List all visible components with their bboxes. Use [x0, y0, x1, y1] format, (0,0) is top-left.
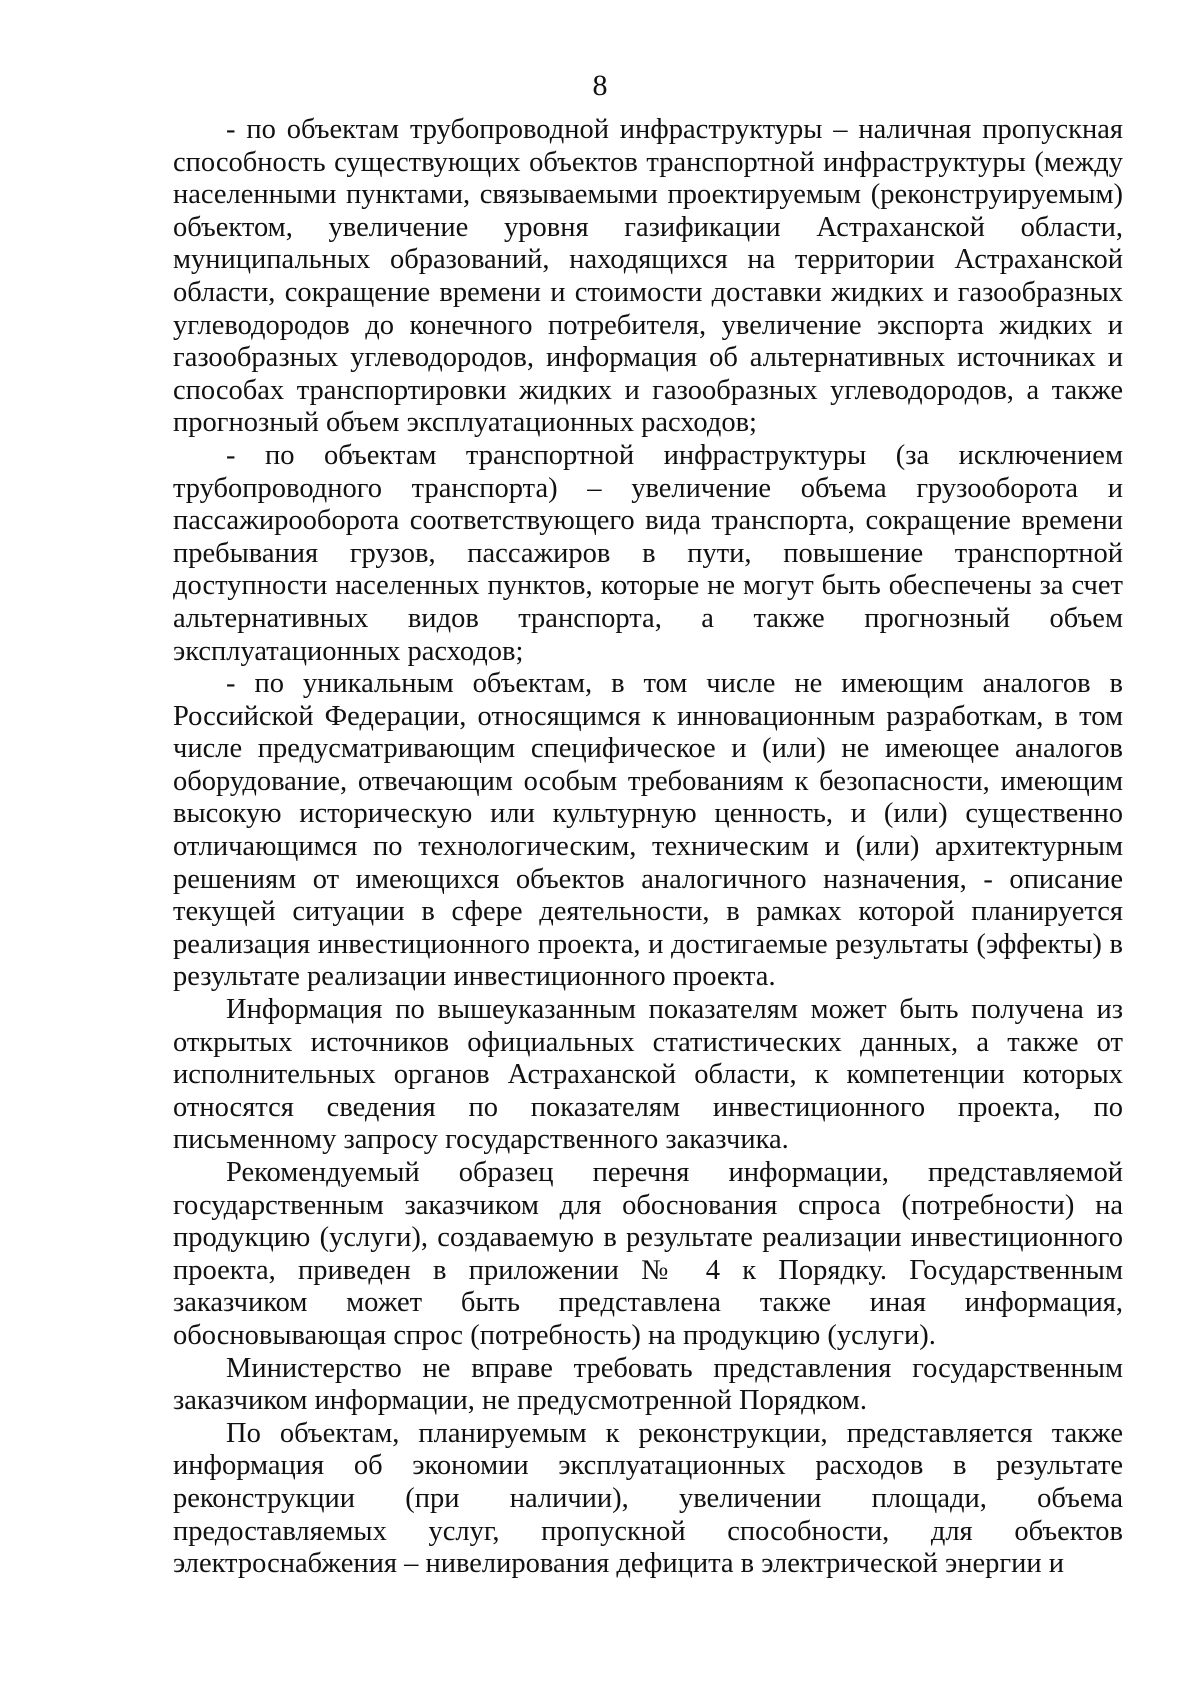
paragraph-recommended-sample: Рекомендуемый образец перечня информации, представляемой государственным заказчиком для обоснования спроса (потребности) на продукцию (услуги), создаваемую в результате реализации инвестиционного проекта, приведен в приложении № 4 к Порядку. Государственным заказчиком может быть представлена также иная информация, обосновывающая спрос (потребность) на продукцию (услуги).: [173, 1157, 1123, 1351]
document-body: [173, 114, 1123, 1581]
paragraph-transport-infrastructure: - по объектам транспортной инфраструктуры (за исключением трубопроводного транспорта) – увеличение объема грузооборота и пассажирооборота соответствующего вида транспорта, сокращение времени пребывания грузов, пассажиров в пути, повышение транспортной доступности населенных пунктов, которые не могут быть обеспечены за счет альтернативных видов транспорта, а также прогнозный объем эксплуатационных расходов;: [173, 439, 1123, 667]
paragraph-information-sources: Информация по вышеуказанным показателям может быть получена из открытых источников официальных статистических данных, а также от исполнительных органов Астраханской области, к компетенции которых относятся сведения по показателям инвестиционного проекта, по письменному запросу государственного заказчика.: [173, 994, 1123, 1156]
paragraph-unique-objects: - по уникальным объектам, в том числе не имеющим аналогов в Российской Федерации, относящимся к инновационным разработкам, в том числе предусматривающим специфическое и (или) не имеющее аналогов оборудование, отвечающим особым требованиям к безопасности, имеющим высокую историческую или культурную ценность, и (или) существенно отличающимся по технологическим, техническим и (или) архитектурным решениям от имеющихся объектов аналогичного назначения, - описание текущей ситуации в сфере деятельности, в рамках которой планируется реализация инвестиционного проекта, и достигаемые результаты (эффекты) в результате реализации инвестиционного проекта.: [173, 668, 1123, 993]
paragraph-ministry-restriction: Министерство не вправе требовать представления государственным заказчиком информации, не предусмотренной Порядком.: [173, 1352, 1123, 1417]
paragraph-reconstruction-objects: По объектам, планируемым к реконструкции, представляется также информация об экономии эксплуатационных расходов в результате реконструкции (при наличии), увеличении площади, объема предоставляемых услуг, пропускной способности, для объектов электроснабжения – нивелирования дефицита в электрической энергии и: [173, 1417, 1123, 1580]
page-number: 8: [592, 69, 608, 102]
paragraph-pipeline-infrastructure: - по объектам трубопроводной инфраструктуры – наличная пропускная способность существующих объектов транспортной инфраструктуры (между населенными пунктами, связываемыми проектируемым (реконструируемым) объектом, увеличение уровня газификации Астраханской области, муниципальных образований, находящихся на территории Астраханской области, сокращение времени и стоимости доставки жидких и газообразных углеводородов до конечного потребителя, увеличение экспорта жидких и газообразных углеводородов, информация об альтернативных источниках и способах транспортировки жидких и газообразных углеводородов, а также прогнозный объем эксплуатационных расходов;: [173, 114, 1123, 439]
